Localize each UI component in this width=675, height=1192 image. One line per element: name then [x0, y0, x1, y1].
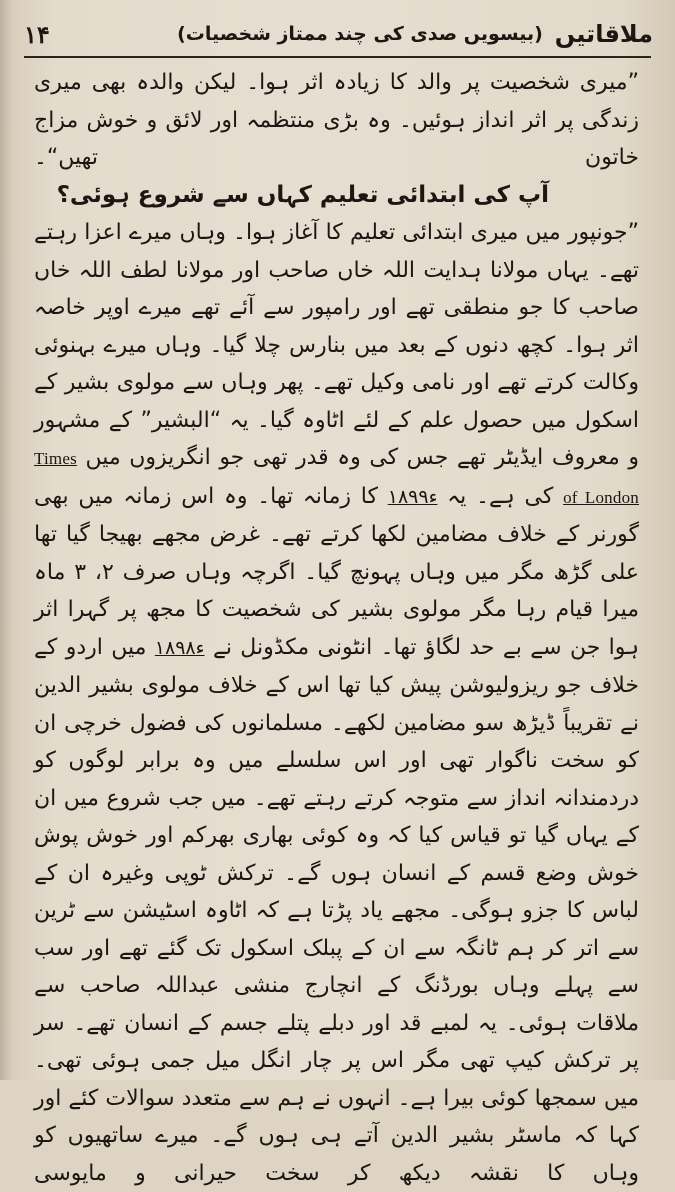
- paragraph-parents-influence: ”میری شخصیت پر والد کا زیادہ اثر ہوا۔ لیکن والدہ بھی میری زندگی پر اثر انداز ہوئیں۔ وہ بڑی منتظمہ اور لائق و خوش مزاج خاتون تھیں“۔: [34, 70, 639, 170]
- paragraph-early-education: [34, 214, 639, 1192]
- book-subtitle: (بیسویں صدی کی چند ممتاز شخصیات): [177, 23, 543, 45]
- page-header: [24, 14, 653, 54]
- year-1899: ۱۸۹۹ء: [387, 485, 438, 508]
- early-education-text-a: ”جونپور میں میری ابتدائی تعلیم کا آغاز ہوا۔ وہاں میرے اعزا رہتے تھے۔ یہاں مولانا ہدایت اللہ خاں صاحب اور مولانا لطف اللہ خاں صاحب کا جو منطقی تھے اور رامپور سے آئے تھے میرے اوپر خاصہ اثر ہوا۔ کچھ دنوں کے بعد میں بنارس چلا گیا۔ وہاں میرے بہنوئی وکالت کرتے تھے اور نامی وکیل تھے۔ پھر وہاں سے مولوی بشیر کے اسکول میں حصول علم کے لئے اٹاوہ گیا۔ یہ “البشیر” کے مشہور و معروف ایڈیٹر تھے جس کی وہ قدر تھی جو انگریزوں میں: [34, 220, 639, 470]
- header-rule: [24, 56, 651, 58]
- page-body: [34, 64, 640, 1186]
- early-education-text-c: کا زمانہ تھا۔ وہ اس زمانہ میں بھی گورنر کے خلاف مضامین لکھا کرتے تھے۔ غرض مجھے بھیجا گیا تھا علی گڑھ مگر میں وہاں پہونچ گیا۔ اگرچہ وہاں صرف ۲، ۳ ماہ میرا قیام رہا مگر مولوی بشیر کی شخصیت کا مجھ پر گہرا اثر ہوا جن سے بے حد لگاؤ تھا۔ انٹونی مکڈونل نے: [34, 483, 640, 660]
- year-1898: ۱۸۹۸ء: [154, 636, 205, 659]
- early-education-text-d: میں اردو کے خلاف جو ریزولیوشن پیش کیا تھا اس کے خلاف مولوی بشیر الدین نے تقریباً ڈیڑھ سو مضامین لکھے۔ مسلمانوں کی فضول خرچی ان کو سخت ناگوار تھی اور اس سلسلے میں وہ برابر لوگوں کو دردمندانہ انداز سے متوجہ کرتے رہتے تھے۔ میں جب شروع میں ان کے یہاں گیا تو قیاس کیا کہ وہ کوئی بھاری بھرکم اور خوش پوش خوش وضع قسم کے انسان ہوں گے۔ ترکش ٹوپی وغیرہ ان کے لباس کا جزو ہوگی۔ مجھے یاد پڑتا ہے کہ اٹاوہ اسٹیشن سے ٹرین سے اتر کر ہم ٹانگہ سے ان کے پبلک اسکول تک گئے تھے اور سب سے پہلے وہاں بورڈنگ کے انچارج منشی عبداللہ صاحب سے ملاقات ہوئی۔ یہ لمبے قد اور دبلے پتلے جسم کے انسان تھے۔ سر پر ترکش کیپ تھی مگر اس پر چار انگل میل جمی ہوئی تھی۔ میں سمجھا کوئی بیرا ہے۔ انہوں نے ہم سے متعدد سوالات کئے اور کہا کہ ماسٹر بشیر الدین آتے ہی ہوں گے۔ میرے ساتھیوں کو وہاں کا نقشہ دیکھ کر سخت حیرانی و مایوسی: [34, 634, 639, 1186]
- early-education-text-b: کی ہے۔ یہ: [447, 483, 554, 509]
- interview-question: آپ کی ابتدائی تعلیم کہاں سے شروع ہوئی؟: [56, 181, 549, 208]
- book-title: ملاقاتیں: [554, 20, 653, 48]
- page-number: ۱۴: [24, 19, 50, 49]
- page-gutter-shadow: [0, 0, 12, 1080]
- times-of-london-reference: Times of London: [34, 449, 639, 507]
